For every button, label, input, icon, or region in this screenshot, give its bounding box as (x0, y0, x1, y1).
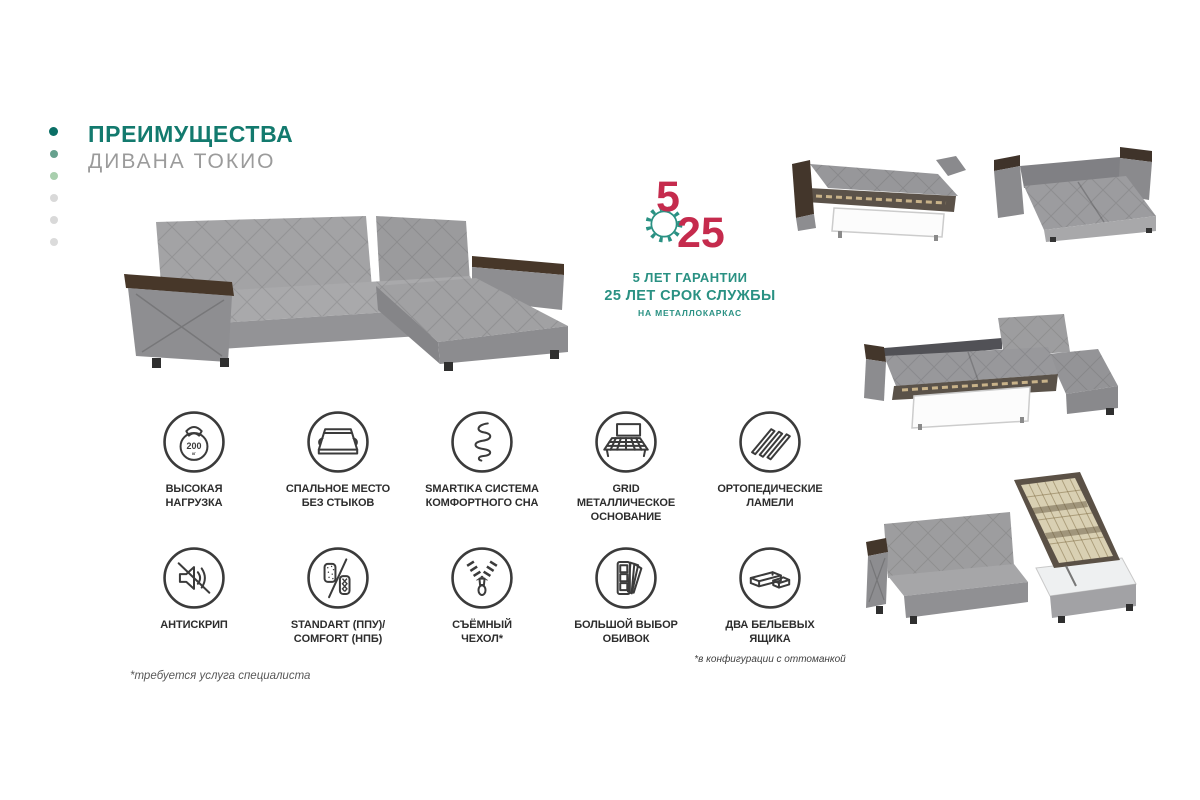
specialist-footnote: *требуется услуга специалиста (130, 670, 311, 682)
kettlebell-200kg-icon (162, 410, 226, 474)
feature-smartika (425, 410, 539, 511)
warranty-line2: 25 ЛЕТ СРОК СЛУЖБЫ (604, 288, 776, 304)
warranty-line3: НА МЕТАЛЛОКАРКАС (638, 308, 742, 318)
feature-linen-drawers (694, 546, 845, 665)
feature-removable-cover (450, 546, 514, 647)
warranty-line1: 5 ЛЕТ ГАРАНТИИ (632, 270, 748, 285)
warranty-block (600, 173, 780, 324)
accent-dots (49, 127, 58, 246)
zipper-icon (450, 546, 514, 610)
feature-high-load (162, 410, 226, 511)
seamless-mattress-icon (306, 410, 370, 474)
feature-label: БОЛЬШОЙ ВЫБОР ОБИВОК (574, 619, 678, 645)
corner-sofa-bed-open-image (856, 302, 1136, 432)
accent-dot (50, 194, 58, 202)
sofa-unfolding-mechanism-image (786, 136, 968, 242)
feature-label: СЪЁМНЫЙ ЧЕХОЛ* (452, 619, 512, 645)
spring-icon (450, 410, 514, 474)
foam-layers-icon (306, 546, 370, 610)
feature-foam-types (291, 546, 385, 647)
svg-text:кг: кг (192, 450, 196, 456)
muted-speaker-icon (162, 546, 226, 610)
feature-upholstery-choice (574, 546, 678, 647)
main-sofa-image (112, 212, 590, 382)
warranty-years: 5 (656, 173, 680, 221)
slats-icon (738, 410, 802, 474)
page-subtitle: ДИВАНА ТОКИО (88, 150, 276, 173)
metal-frame-icon (594, 410, 658, 474)
ottoman-footnote: *в конфигурации с оттоманкой (694, 653, 846, 665)
feature-seamless-bed (286, 410, 390, 511)
accent-dot (49, 127, 58, 136)
feature-label: STANDART (ППУ)/ COMFORT (НПБ) (290, 619, 386, 645)
feature-label: GRID МЕТАЛЛИЧЕСКОЕ ОСНОВАНИЕ (576, 483, 676, 523)
page-title: ПРЕИМУЩЕСТВА (88, 121, 294, 147)
feature-label: СПАЛЬНОЕ МЕСТО БЕЗ СТЫКОВ (285, 483, 391, 509)
warranty-text (600, 270, 780, 318)
feature-label: ДВА БЕЛЬЕВЫХ ЯЩИКА (725, 619, 815, 645)
feature-label: АНТИСКРИП (160, 619, 228, 632)
feature-grid-base (577, 410, 675, 524)
features-grid (122, 410, 846, 665)
accent-dot (50, 150, 58, 158)
storage-drawers-icon (738, 546, 802, 610)
feature-label: ВЫСОКАЯ НАГРУЗКА (165, 483, 223, 509)
service-years: 25 (677, 209, 725, 257)
sofa-bed-unfolded-image (986, 138, 1168, 242)
accent-dot (50, 216, 58, 224)
svg-text:200: 200 (186, 441, 202, 452)
sofa-storage-open-image (850, 468, 1144, 628)
feature-anti-squeak (160, 546, 227, 633)
feature-ortho-slats (717, 410, 822, 511)
feature-label: ОРТОПЕДИЧЕСКИЕ ЛАМЕЛИ (717, 483, 823, 509)
fabric-swatches-icon (594, 546, 658, 610)
feature-label: SMARTIKA СИСТЕМА КОМФОРТНОГО СНА (425, 483, 539, 509)
accent-dot (50, 238, 58, 246)
accent-dot (50, 172, 58, 180)
